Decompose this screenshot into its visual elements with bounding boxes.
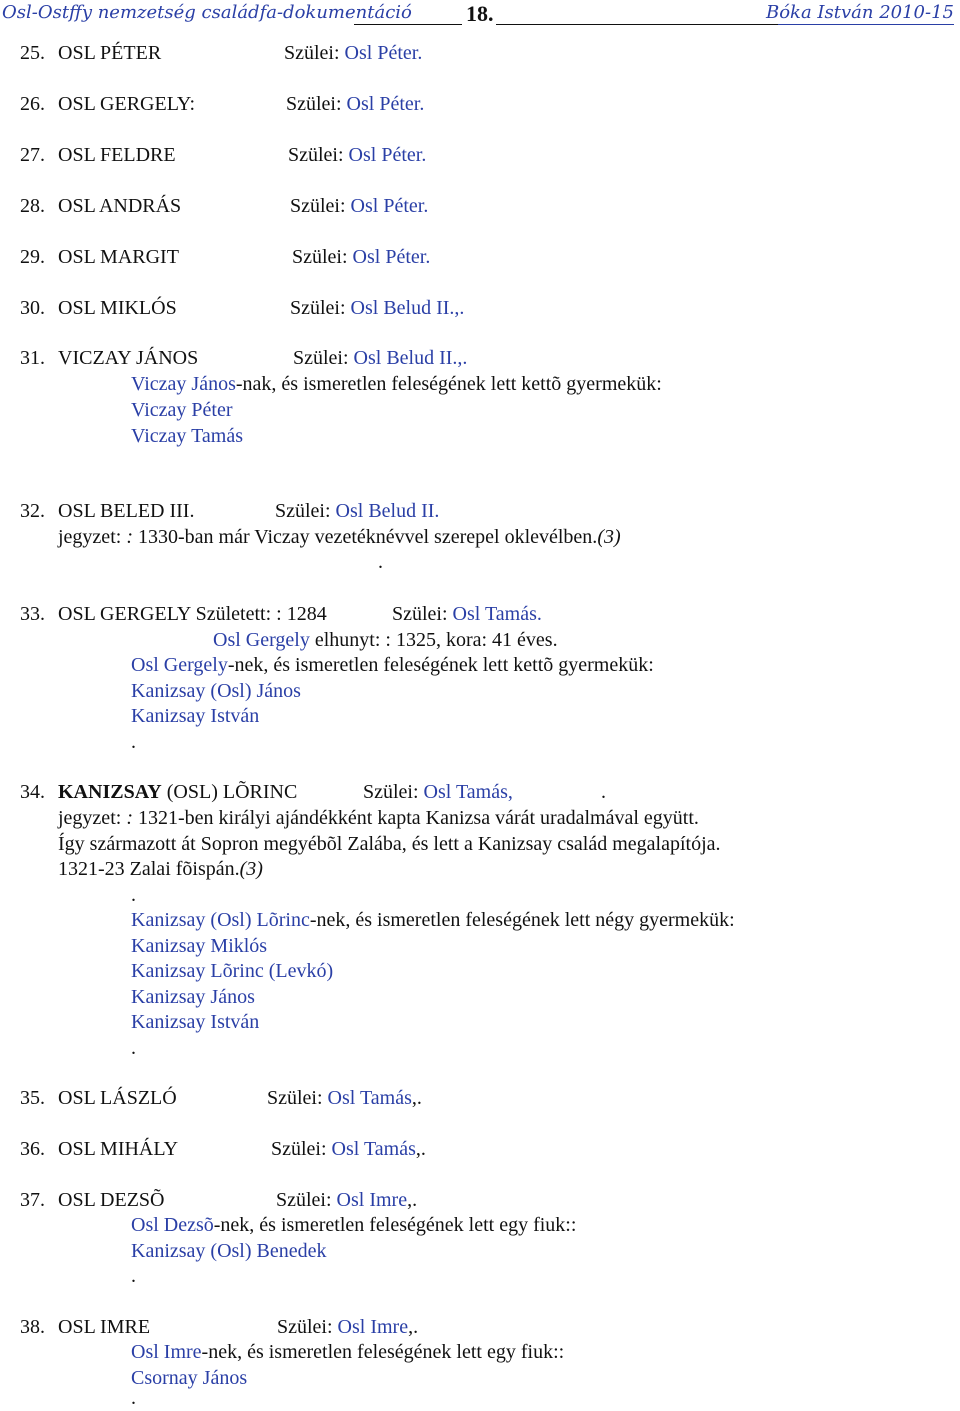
child-link[interactable]: Viczay Tamás — [131, 425, 243, 447]
death-info — [213, 628, 558, 652]
parent-link[interactable]: Osl Imre — [336, 1189, 408, 1211]
children-intro — [131, 372, 662, 396]
entry-number: 26. — [20, 93, 45, 115]
entry-name: OSL LÁSZLÓ — [58, 1087, 177, 1109]
note — [58, 806, 699, 830]
entry-number: 35. — [20, 1087, 45, 1109]
name-rest: (OSL) LÕRINC — [166, 781, 298, 803]
parent-link[interactable]: Osl Péter. — [348, 144, 427, 166]
note-colon: : — [126, 807, 133, 829]
entry-number: 31. — [20, 347, 45, 369]
parent-link[interactable]: Osl Péter. — [344, 42, 423, 64]
entry-name: OSL IMRE — [58, 1316, 151, 1338]
children-intro-text: -nek, és ismeretlen feleségének lett négy gyermekük: — [309, 909, 735, 931]
entry-parents — [292, 245, 430, 269]
separator-dot: . — [131, 1387, 136, 1409]
note-label: jegyzet: — [58, 526, 122, 548]
header-rule — [778, 24, 954, 25]
entry-parents — [392, 602, 542, 626]
entry-name: VICZAY JÁNOS — [58, 347, 199, 369]
entry-parents — [290, 194, 428, 218]
person-link[interactable]: Kanizsay (Osl) Lõrinc — [131, 909, 310, 931]
parent-link[interactable]: Osl Péter. — [350, 195, 429, 217]
entry-name: OSL DEZSÕ — [58, 1189, 165, 1211]
entry-parents — [290, 296, 464, 320]
entry-parents — [267, 1086, 422, 1110]
child-link[interactable]: Viczay Péter — [131, 399, 233, 421]
child-link[interactable]: Kanizsay (Osl) Benedek — [131, 1240, 327, 1262]
entry-parents — [284, 41, 422, 65]
child-link[interactable]: Kanizsay István — [131, 705, 260, 727]
author-date: Bóka István 2010-15 — [765, 2, 954, 23]
separator-dot: . — [131, 1265, 136, 1287]
parent-link[interactable]: Osl Belud II.,. — [353, 347, 468, 369]
entry-number: 27. — [20, 144, 45, 166]
note-reference: (3) — [239, 858, 263, 880]
entry-number: 36. — [20, 1138, 45, 1160]
parents-label: Szülei: — [277, 1316, 333, 1338]
child-link[interactable]: Kanizsay Lõrinc (Levkó) — [131, 960, 334, 982]
parent-link[interactable]: Osl Tamás. — [452, 603, 542, 625]
parents-label: Szülei: — [271, 1138, 327, 1160]
child-link[interactable]: Kanizsay János — [131, 986, 255, 1008]
children-intro — [131, 1213, 576, 1237]
document-title: Osl-Ostffy nemzetség családfa-dokumentáció — [2, 2, 412, 23]
entry-parents — [275, 499, 439, 523]
entry-name: OSL ANDRÁS — [58, 195, 182, 217]
entry-number: 28. — [20, 195, 45, 217]
children-intro — [131, 908, 735, 932]
tail-dot: . — [601, 781, 606, 803]
note-line — [58, 857, 263, 881]
children-intro-text: -nek, és ismeretlen feleségének lett egy fiuk:: — [213, 1214, 577, 1236]
entry-parents — [271, 1137, 426, 1161]
parent-link[interactable]: Osl Belud II. — [335, 500, 440, 522]
parents-label: Szülei: — [286, 93, 342, 115]
child-link[interactable]: Kanizsay (Osl) János — [131, 680, 301, 702]
parents-label: Szülei: — [392, 603, 448, 625]
parents-label: Szülei: — [288, 144, 344, 166]
person-link[interactable]: Osl Dezsõ — [131, 1214, 214, 1236]
person-link[interactable]: Osl Gergely — [131, 654, 228, 676]
child-link[interactable]: Kanizsay István — [131, 1011, 260, 1033]
entry-parents — [293, 346, 467, 370]
note — [58, 525, 621, 549]
entry-name: OSL GERGELY: — [58, 93, 196, 115]
page-number: 18. — [466, 1, 494, 26]
entry-parents — [276, 1188, 417, 1212]
note-line: Így származott át Sopron megyébõl Zalába, és lett a Kanizsay család megalapítója. — [58, 833, 721, 855]
children-intro-text: -nak, és ismeretlen feleségének lett kettõ gyermekük: — [235, 373, 662, 395]
entry-number: 33. — [20, 603, 45, 625]
entry-number: 38. — [20, 1316, 45, 1338]
parent-link[interactable]: Osl Imre — [337, 1316, 409, 1338]
entry-name: OSL MIHÁLY — [58, 1138, 179, 1160]
entry-parents — [286, 92, 424, 116]
death-text: elhunyt: : 1325, kora: 41 éves. — [314, 629, 558, 651]
note-label: jegyzet: — [58, 807, 122, 829]
note-text: 1321-ben királyi ajándékként kapta Kanizsa várát uradalmával együtt. — [137, 807, 699, 829]
separator-dot: . — [131, 731, 136, 753]
separator-dot: . — [131, 1037, 136, 1059]
children-intro-text: -nek, és ismeretlen feleségének lett kettõ gyermekük: — [227, 654, 654, 676]
parent-link[interactable]: Osl Tamás — [331, 1138, 416, 1160]
person-link[interactable]: Viczay János — [131, 373, 236, 395]
header-rule — [496, 24, 778, 25]
entry-parents — [363, 780, 513, 804]
tail-punct: ,. — [408, 1316, 419, 1338]
note-text: 1321-23 Zalai fõispán. — [58, 858, 240, 880]
note-reference: (3) — [597, 526, 621, 548]
person-link[interactable]: Osl Gergely — [213, 629, 310, 651]
person-link[interactable]: Osl Imre — [131, 1341, 202, 1363]
entry-number: 29. — [20, 246, 45, 268]
tail-punct: ,. — [407, 1189, 418, 1211]
parent-link[interactable]: Osl Tamás — [327, 1087, 412, 1109]
parents-label: Szülei: — [363, 781, 419, 803]
entry-number: 32. — [20, 500, 45, 522]
separator-dot: . — [131, 884, 136, 906]
parent-link[interactable]: Osl Péter. — [346, 93, 425, 115]
parents-label: Szülei: — [276, 1189, 332, 1211]
child-link[interactable]: Kanizsay Miklós — [131, 935, 268, 957]
entry-name — [58, 780, 297, 804]
parents-label: Szülei: — [292, 246, 348, 268]
parents-label: Szülei: — [284, 42, 340, 64]
header-rule — [354, 24, 462, 25]
children-intro — [131, 1340, 564, 1364]
child-link[interactable]: Csornay János — [131, 1367, 248, 1389]
entry-parents — [288, 143, 426, 167]
entry-name-born — [58, 602, 327, 626]
parent-link[interactable]: Osl Tamás, — [423, 781, 513, 803]
tail-punct: ,. — [415, 1138, 426, 1160]
entry-number: 25. — [20, 42, 45, 64]
tail-punct: ,. — [411, 1087, 422, 1109]
entry-parents — [277, 1315, 418, 1339]
entry-number: 37. — [20, 1189, 45, 1211]
entry-number: 34. — [20, 781, 45, 803]
parents-label: Szülei: — [275, 500, 331, 522]
entry-name: OSL FELDRE — [58, 144, 176, 166]
page-header — [0, 0, 960, 32]
born-label: Született: — [195, 603, 272, 625]
note-colon: : — [126, 526, 133, 548]
parent-link[interactable]: Osl Belud II.,. — [350, 297, 465, 319]
parents-label: Szülei: — [290, 195, 346, 217]
parents-label: Szülei: — [293, 347, 349, 369]
surname-bold: KANIZSAY — [58, 781, 162, 803]
entry-name: OSL MIKLÓS — [58, 297, 177, 319]
entry-name: OSL PÉTER — [58, 42, 162, 64]
entry-name: OSL BELED III. — [58, 500, 195, 522]
note-text: 1330-ban már Viczay vezetéknévvel szerepel oklevélben. — [137, 526, 598, 548]
entry-name: OSL GERGELY — [58, 603, 191, 625]
born-date: : 1284 — [276, 603, 327, 625]
parents-label: Szülei: — [290, 297, 346, 319]
entry-number: 30. — [20, 297, 45, 319]
entry-name: OSL MARGIT — [58, 246, 179, 268]
separator-dot: . — [378, 551, 383, 573]
children-intro-text: -nek, és ismeretlen feleségének lett egy fiuk:: — [201, 1341, 565, 1363]
children-intro — [131, 653, 654, 677]
parent-link[interactable]: Osl Péter. — [352, 246, 431, 268]
parents-label: Szülei: — [267, 1087, 323, 1109]
